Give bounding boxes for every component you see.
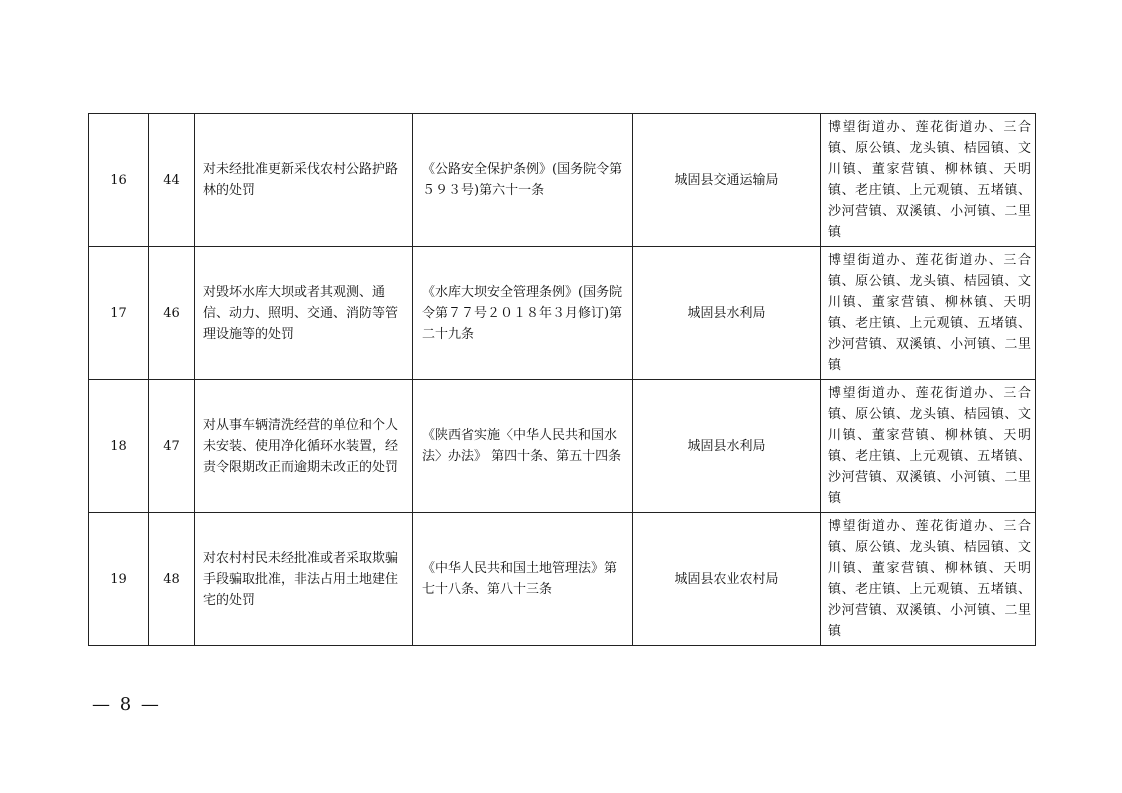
table-row	[89, 513, 1036, 646]
legal-basis-cell: 《陕西省实施〈中华人民共和国水法〉办法》 第四十条、第五十四条	[413, 380, 633, 513]
page-number: — 8 —	[92, 694, 161, 715]
department-cell: 城固县水利局	[633, 380, 821, 513]
department-cell: 城固县农业农村局	[633, 513, 821, 646]
penalty-item-cell: 对毁坏水库大坝或者其观测、通信、动力、照明、交通、消防等管理设施等的处罚	[195, 247, 413, 380]
legal-basis-cell: 《公路安全保护条例》(国务院令第５９３号)第六十一条	[413, 114, 633, 247]
item-number-cell: 47	[149, 380, 195, 513]
sequence-cell: 19	[89, 513, 149, 646]
legal-basis-cell: 《水库大坝安全管理条例》(国务院令第７７号２０１８年３月修订)第二十九条	[413, 247, 633, 380]
item-number-cell: 46	[149, 247, 195, 380]
penalty-item-cell: 对未经批准更新采伐农村公路护路林的处罚	[195, 114, 413, 247]
towns-cell: 博望街道办、莲花街道办、三合镇、原公镇、龙头镇、桔园镇、文川镇、董家营镇、柳林镇、天明镇、老庄镇、上元观镇、五堵镇、沙河营镇、双溪镇、小河镇、二里镇	[821, 513, 1036, 646]
table-row	[89, 114, 1036, 247]
item-number-cell: 48	[149, 513, 195, 646]
item-number-cell: 44	[149, 114, 195, 247]
penalty-table	[88, 113, 1036, 646]
sequence-cell: 18	[89, 380, 149, 513]
table-row	[89, 247, 1036, 380]
table-row	[89, 380, 1036, 513]
towns-cell: 博望街道办、莲花街道办、三合镇、原公镇、龙头镇、桔园镇、文川镇、董家营镇、柳林镇、天明镇、老庄镇、上元观镇、五堵镇、沙河营镇、双溪镇、小河镇、二里镇	[821, 114, 1036, 247]
sequence-cell: 17	[89, 247, 149, 380]
department-cell: 城固县水利局	[633, 247, 821, 380]
towns-cell: 博望街道办、莲花街道办、三合镇、原公镇、龙头镇、桔园镇、文川镇、董家营镇、柳林镇、天明镇、老庄镇、上元观镇、五堵镇、沙河营镇、双溪镇、小河镇、二里镇	[821, 380, 1036, 513]
penalty-item-cell: 对农村村民未经批准或者采取欺骗手段骗取批准，非法占用土地建住宅的处罚	[195, 513, 413, 646]
department-cell: 城固县交通运输局	[633, 114, 821, 247]
sequence-cell: 16	[89, 114, 149, 247]
towns-cell: 博望街道办、莲花街道办、三合镇、原公镇、龙头镇、桔园镇、文川镇、董家营镇、柳林镇、天明镇、老庄镇、上元观镇、五堵镇、沙河营镇、双溪镇、小河镇、二里镇	[821, 247, 1036, 380]
penalty-item-cell: 对从事车辆清洗经营的单位和个人未安装、使用净化循环水装置，经责令限期改正而逾期未改正的处罚	[195, 380, 413, 513]
legal-basis-cell: 《中华人民共和国土地管理法》第七十八条、第八十三条	[413, 513, 633, 646]
